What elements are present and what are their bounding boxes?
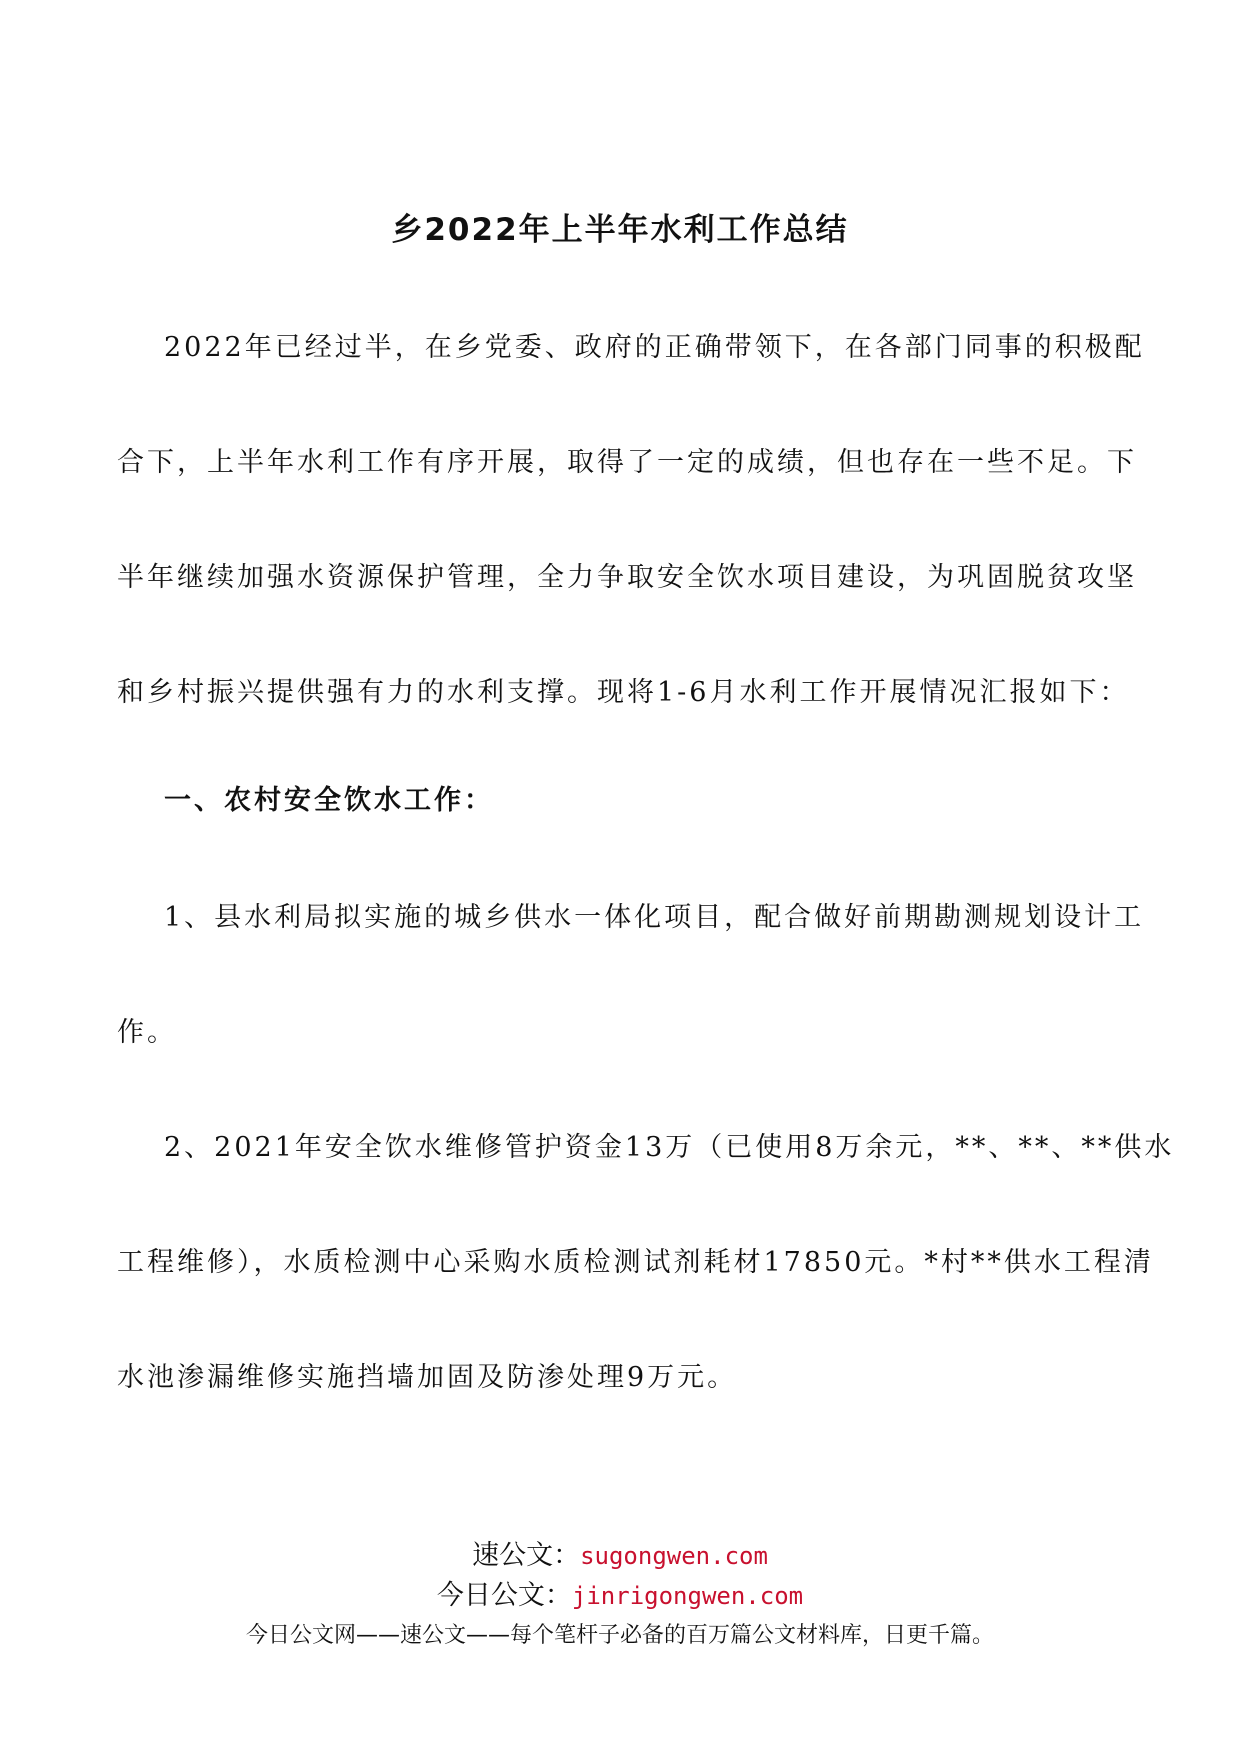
footer-site1-label: 速公文： bbox=[472, 1540, 581, 1571]
document-title: 乡2022年上半年水利工作总结 bbox=[391, 212, 849, 248]
footer-site2 bbox=[0, 1578, 1240, 1614]
footer-slogan: 今日公文网——速公文——每个笔杆子必备的百万篇公文材料库，日更千篇。 bbox=[245, 1623, 994, 1648]
paragraph-line: 和乡村振兴提供强有力的水利支撑。现将1-6月水利工作开展情况汇报如下： bbox=[117, 677, 1130, 708]
paragraph-line: 水池渗漏维修实施挡墙加固及防渗处理9万元。 bbox=[117, 1362, 738, 1393]
paragraph-line: 作。 bbox=[117, 1017, 177, 1048]
paragraph-line: 工程维修），水质检测中心采购水质检测试剂耗材17850元。*村**供水工程清 bbox=[117, 1247, 1154, 1278]
paragraph-line: 半年继续加强水资源保护管理，全力争取安全饮水项目建设，为巩固脱贫攻坚 bbox=[117, 562, 1137, 593]
section-heading: 一、农村安全饮水工作： bbox=[164, 785, 494, 816]
paragraph-line: 2、2021年安全饮水维修管护资金13万（已使用8万余元，**、**、**供水 bbox=[164, 1132, 1175, 1163]
footer-site1-link[interactable]: sugongwen.com bbox=[580, 1542, 768, 1570]
footer-site2-label: 今日公文： bbox=[436, 1580, 572, 1611]
paragraph-line: 合下，上半年水利工作有序开展，取得了一定的成绩，但也存在一些不足。下 bbox=[117, 447, 1137, 478]
footer-site1 bbox=[0, 1538, 1240, 1574]
footer-site2-link[interactable]: jinrigongwen.com bbox=[571, 1582, 804, 1610]
paragraph-line: 1、县水利局拟实施的城乡供水一体化项目，配合做好前期勘测规划设计工 bbox=[164, 902, 1145, 933]
paragraph-line: 2022年已经过半，在乡党委、政府的正确带领下，在各部门同事的积极配 bbox=[164, 332, 1145, 363]
